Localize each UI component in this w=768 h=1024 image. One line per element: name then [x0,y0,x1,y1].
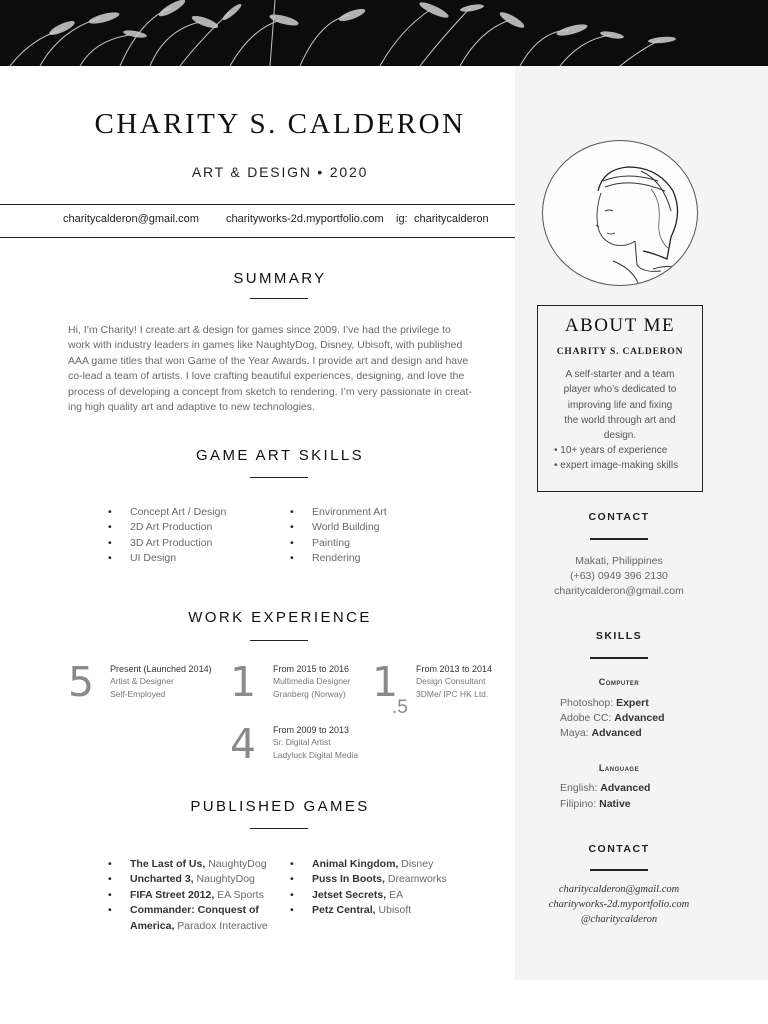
list-item: • 10+ years of experience [554,445,668,456]
list-item: • Rendering [290,552,361,565]
header-instagram-link[interactable]: charitycalderon [414,213,489,225]
games-divider [250,828,308,829]
skills-divider [250,477,308,478]
list-item: • The Last of Us, NaughtyDog [108,858,267,870]
job-role: Design Consultant [416,676,486,686]
list-item: • Concept Art / Design [108,506,227,518]
job-years: 1 [372,658,399,706]
language-subheading: Language [598,763,640,773]
about-me-box [537,305,703,492]
list-item: • 3D Art Production [108,536,213,549]
job-period: From 2015 to 2016 [273,664,350,674]
job-role: Multimedia Designer [273,676,351,686]
job-period: From 2013 to 2014 [416,664,493,674]
computer-subheading: Computer [598,677,640,687]
skill-level-row: Maya: Advanced [560,727,642,739]
contact2-handle-link[interactable]: @charitycalderon [580,914,658,925]
resume-tagline: ART & DESIGN • 2020 [191,164,369,180]
summary-divider [250,298,308,299]
work-divider [250,640,308,641]
job-years-fraction: .5 [392,697,408,718]
list-item: • Puss In Boots, Dreamworks [290,873,447,886]
list-item: • UI Design [108,552,177,565]
job-company: Ladyluck Digital Media [273,750,359,760]
summary-line: process of developing a concept from sketch to rendering. I’m very passionate in creat- [68,385,472,398]
skill-level-row: Photoshop: Expert [560,697,649,709]
list-item: • Jetset Secrets, EA [290,888,404,901]
about-bullets [554,443,678,474]
skills-list-right [290,505,387,567]
contact-bar [0,204,515,238]
contact2-portfolio-link[interactable]: charityworks-2d.myportfolio.com [548,899,690,910]
summary-line: ing high quality art and adaptive to new technologies. [68,401,315,414]
job-years: 1 [230,658,257,706]
contact-email-link[interactable]: charitycalderon@gmail.com [554,585,684,597]
header-portfolio-link[interactable]: charityworks-2d.myportfolio.com [226,213,384,225]
side-skills-heading: SKILLS [595,630,643,642]
list-item: • expert image-making skills [554,460,679,472]
contact2-divider [590,869,648,871]
list-item: • 2D Art Production [108,521,213,534]
contact-divider [590,538,648,540]
header-email-link[interactable]: charitycalderon@gmail.com [63,213,199,225]
summary-text [68,323,490,415]
side-skills-divider [590,657,648,659]
games-list-right [290,857,480,919]
summary-line: co-lead a team of artists. I love crafting beautiful experiences, designing, and love the [68,370,465,383]
portrait-sketch [543,141,697,285]
job-company: 3DMe/ IPC HK Ltd. [416,689,489,699]
contact2-heading: CONTACT [588,843,650,855]
skills-list-left [108,505,226,567]
summary-heading: SUMMARY [233,270,327,287]
resume-name: CHARITY S. CALDERON [94,108,466,140]
header-banner [0,0,768,66]
about-line: design. [603,430,637,442]
skills-heading: GAME ART SKILLS [195,447,364,464]
about-line: A self-starter and a team [565,369,675,380]
header-instagram-label: ig: [396,213,408,225]
summary-line: Hi, I’m Charity! I create art & design for games since 2009. I’ve had the privilege to [68,324,451,336]
about-line: improving life and fixing [567,399,673,411]
games-heading: PUBLISHED GAMES [190,798,370,815]
job-years: 4 [230,720,257,768]
list-item: • World Building [290,521,380,534]
list-item: • Animal Kingdom, Disney [290,858,434,870]
language-row: Filipino: Native [560,798,631,810]
job-role: Artist & Designer [110,676,174,686]
language-row: English: Advanced [560,782,651,794]
contact-phone[interactable]: (+63) 0949 396 2130 [570,570,668,582]
skill-level-row: Adobe CC: Advanced [560,712,665,724]
job-years: 5 [68,658,95,706]
about-line: the world through art and [564,414,676,426]
games-list-left [108,857,278,934]
about-name: CHARITY S. CALDERON [556,347,684,357]
contact-heading: CONTACT [588,511,650,523]
contact-location: Makati, Philippines [575,555,663,567]
job-company: Granberg (Norway) [273,689,346,699]
about-heading: ABOUT ME [564,315,676,336]
job-period: From 2009 to 2013 [273,725,350,735]
botanical-illustration [0,0,768,66]
list-item: • Environment Art [290,506,387,518]
about-description [552,367,688,443]
about-line: player who’s dedicated to [563,384,677,396]
list-item: • Uncharted 3, NaughtyDog [108,873,255,886]
list-item: • Petz Central, Ubisoft [290,904,412,917]
work-heading: WORK EXPERIENCE [188,609,372,626]
job-role: Sr. Digital Artist [273,737,331,747]
summary-line: AAA game titles that won Game of the Year Awards. I provide art and design and have [68,354,469,367]
list-item: • Commander: Conquest of America, Paradox Interactive [108,904,268,932]
job-company: Self-Employed [110,689,166,699]
summary-line: work with industry leaders in games like NaughtyDog, Disney, Ubisoft, with published [68,339,463,352]
job-period: Present (Launched 2014) [110,664,212,674]
list-item: • FIFA Street 2012, EA Sports [108,888,264,901]
avatar [542,140,698,286]
contact2-email-link[interactable]: charitycalderon@gmail.com [558,884,680,895]
list-item: • Painting [290,536,350,549]
